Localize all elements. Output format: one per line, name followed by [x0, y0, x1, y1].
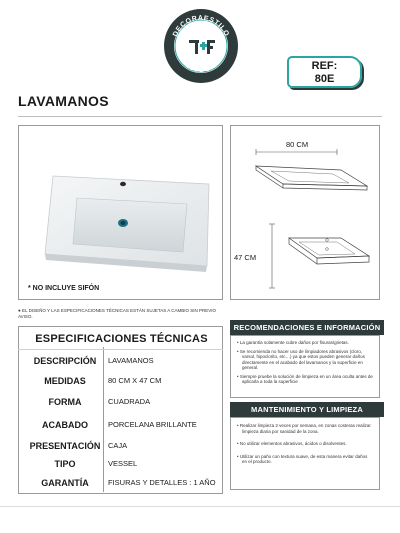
specs-table	[18, 326, 223, 494]
spec-row-type	[19, 454, 224, 474]
disclaimer-text: EL DISEÑO Y LAS ESPECIFICACIONES TÉCNICAS ESTÁN SUJETAS A CAMBIO SIN PREVIO AVISO.	[18, 308, 217, 319]
maintenance-item: • Realizar limpieza 2 veces por semana, en zonas costeras realizar limpieza diaria por sanidad de la zona.	[237, 423, 373, 434]
recommendations-header: RECOMENDACIONES E INFORMACIÓN	[230, 320, 384, 335]
title-divider	[18, 116, 382, 117]
page-title: LAVAMANOS	[18, 93, 109, 109]
spec-label: MEDIDAS	[44, 376, 86, 386]
specs-column-divider	[103, 347, 104, 492]
bullet-icon: ●	[18, 308, 21, 313]
spec-value: VESSEL	[108, 459, 138, 468]
recommendations-box	[230, 335, 380, 398]
recommendation-item: • La garantía solamente cubre daños por fisuras/grietas.	[237, 340, 373, 346]
product-photo-panel	[18, 125, 223, 300]
spec-row-warranty	[19, 473, 224, 493]
spec-row-measures	[19, 371, 224, 391]
depth-dimension-label: 47 CM	[234, 253, 257, 262]
spec-label: ACABADO	[42, 420, 88, 430]
spec-value: PORCELANA BRILLANTE	[108, 420, 197, 429]
maintenance-header: MANTENIMIENTO Y LIMPIEZA	[230, 402, 384, 417]
spec-label: FORMA	[48, 397, 82, 407]
brand-tagline: DESDE 2012	[180, 58, 222, 75]
disclaimer-note	[18, 308, 223, 320]
no-siphon-note: * NO INCLUYE SIFÓN	[28, 285, 100, 292]
footer-divider	[0, 506, 400, 507]
maintenance-item: • Utilizar un paño con textura suave, de esta manera evitar daños en el producto.	[237, 454, 373, 465]
spec-value: CAJA	[108, 441, 128, 450]
width-dimension-label: 80 CM	[286, 140, 309, 149]
spec-row-shape	[19, 392, 224, 412]
spec-label: DESCRIPCIÓN	[33, 356, 97, 366]
dimension-drawings	[231, 126, 381, 301]
reference-code: 80E	[314, 73, 335, 85]
brand-name: DECORAESTILO	[171, 14, 231, 38]
spec-row-finish	[19, 415, 224, 435]
reference-tag	[287, 56, 362, 88]
spec-value: CUADRADA	[108, 397, 151, 406]
spec-label: TIPO	[54, 459, 76, 469]
recommendation-item: • Siempre pruebe la solución de limpieza en un área oculta antes de aplicarla a toda la superficie	[237, 374, 373, 385]
maintenance-box	[230, 417, 380, 490]
reference-label: REF:	[311, 60, 338, 72]
recommendation-item: • Se recomienda no hacer uso de limpiadores abrasivos (cloro, varsol, hipoclorito, etc…) ya que estos pueden generar daños directamente en el acabado del lavamanos y la superficie en general.	[237, 349, 373, 371]
specs-row-divider	[18, 349, 223, 350]
spec-label: GARANTÍA	[41, 478, 89, 488]
spec-value: LAVAMANOS	[108, 356, 154, 365]
spec-row-description	[19, 351, 224, 371]
brand-logo	[163, 8, 239, 84]
spec-row-presentation	[19, 436, 224, 456]
spec-value: 80 CM X 47 CM	[108, 376, 162, 385]
sink-photo	[19, 126, 224, 301]
spec-value: FISURAS Y DETALLES : 1 AÑO	[108, 478, 216, 487]
specs-title: ESPECIFICACIONES TÉCNICAS	[35, 333, 208, 345]
spec-label: PRESENTACIÓN	[29, 441, 101, 451]
maintenance-item: • No utilizar elementos abrasivos, ácidos o disolventes.	[237, 441, 373, 447]
dimensions-panel	[230, 125, 380, 300]
